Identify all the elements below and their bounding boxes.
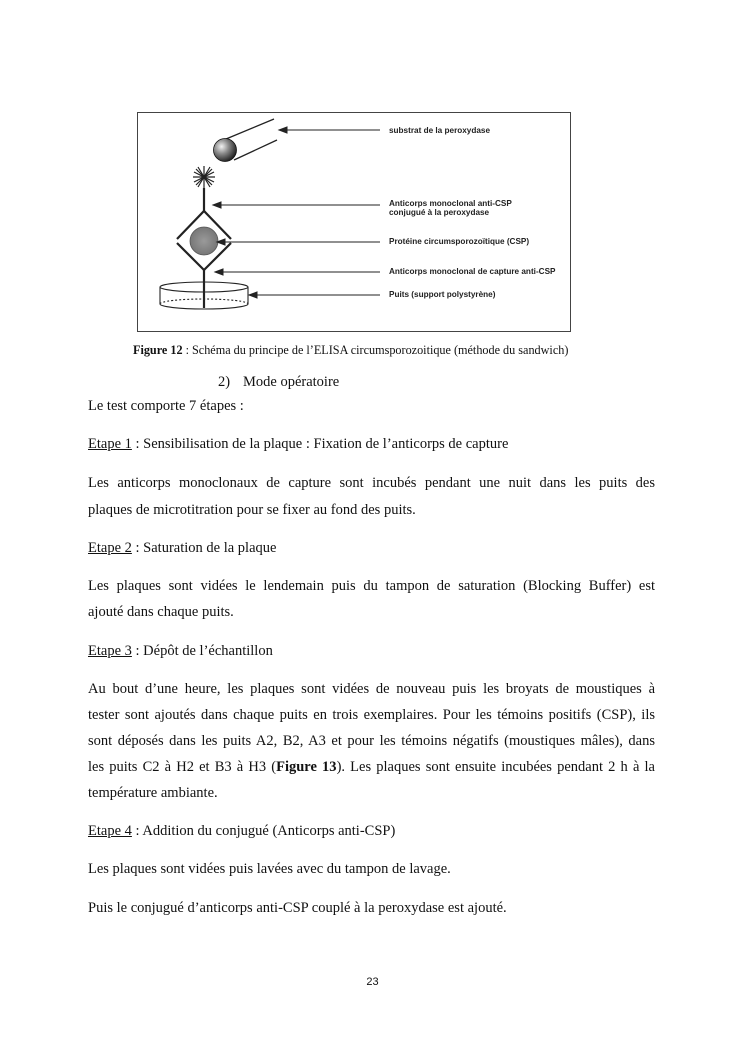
step-2-paragraph-line: ajouté dans chaque puits. (88, 604, 234, 620)
figure-caption-prefix: Figure 12 (133, 343, 183, 357)
step-2-paragraph-line: Les plaques sont vidées le lendemain puis du tampon de saturation (Blocking Buffer) est (88, 578, 655, 594)
step-4-heading (88, 823, 655, 840)
figure-caption-text: : Schéma du principe de l’ELISA circumsporozoitique (méthode du sandwich) (182, 343, 569, 357)
section-number: 2) (218, 374, 231, 390)
step-3-paragraph-line: Au bout d’une heure, les plaques sont vidées de nouveau puis les broyats de moustiques à (88, 681, 655, 697)
step-2-title: : Saturation de la plaque (131, 540, 277, 556)
step-3-paragraph-line: température ambiante. (88, 785, 218, 801)
page-number: 23 (366, 976, 379, 988)
step-1-paragraph-line: Les anticorps monoclonaux de capture sont incubés pendant une nuit dans les puits des (88, 475, 655, 491)
label-conjugate-line2: conjugué à la peroxydase (389, 208, 490, 217)
step-3-text: les puits C2 à H2 et B3 à H3 ( (88, 759, 277, 775)
label-conjugate-line1: Anticorps monoclonal anti-CSP (389, 199, 512, 208)
peroxidase-star (193, 166, 215, 188)
step-3-label: Etape 3 (88, 643, 132, 659)
label-substrate: substrat de la peroxydase (389, 126, 491, 135)
intro-text: Le test comporte 7 étapes : (88, 398, 244, 414)
step-3-title: : Dépôt de l’échantillon (131, 643, 273, 659)
step-4-label: Etape 4 (88, 823, 132, 839)
step-3-paragraph-line: sont déposés dans les puits A2, B2, A3 et pour les témoins négatifs (moustiques mâles), dans (88, 733, 655, 749)
label-arrows (213, 127, 380, 298)
label-capture: Anticorps monoclonal de capture anti-CSP (389, 267, 556, 276)
step-4-paragraph: Puis le conjugué d’anticorps anti-CSP couplé à la peroxydase est ajouté. (88, 900, 507, 916)
step-2-label: Etape 2 (88, 540, 132, 556)
section-heading (218, 374, 339, 391)
figure-caption (133, 343, 568, 358)
step-1-title: : Sensibilisation de la plaque : Fixation de l’anticorps de capture (131, 436, 509, 452)
elisa-diagram (138, 113, 572, 333)
label-protein: Protéine circumsporozoïtique (CSP) (389, 237, 530, 246)
step-4-title: : Addition du conjugué (Anticorps anti-CSP) (131, 823, 396, 839)
figure-13-reference: Figure 13 (276, 759, 337, 775)
section-title: Mode opératoire (243, 374, 340, 390)
step-2-heading (88, 540, 655, 557)
step-3-paragraph-line (88, 759, 655, 776)
step-1-heading (88, 436, 655, 453)
csp-antigen (190, 227, 218, 255)
elisa-figure (137, 112, 571, 332)
step-3-paragraph-line: tester sont ajoutés dans chaque puits en trois exemplaires. Pour les témoins positifs (CSP), ils (88, 707, 655, 723)
step-3-text: ). Les plaques sont ensuite incubées pendant 2 h à la (336, 759, 655, 775)
substrate-ball (214, 119, 278, 162)
step-3-heading (88, 643, 655, 660)
step-4-paragraph: Les plaques sont vidées puis lavées avec du tampon de lavage. (88, 861, 451, 877)
step-1-label: Etape 1 (88, 436, 132, 452)
step-1-paragraph-line: plaques de microtitration pour se fixer au fond des puits. (88, 502, 416, 518)
label-well: Puits (support polystyrène) (389, 290, 496, 299)
